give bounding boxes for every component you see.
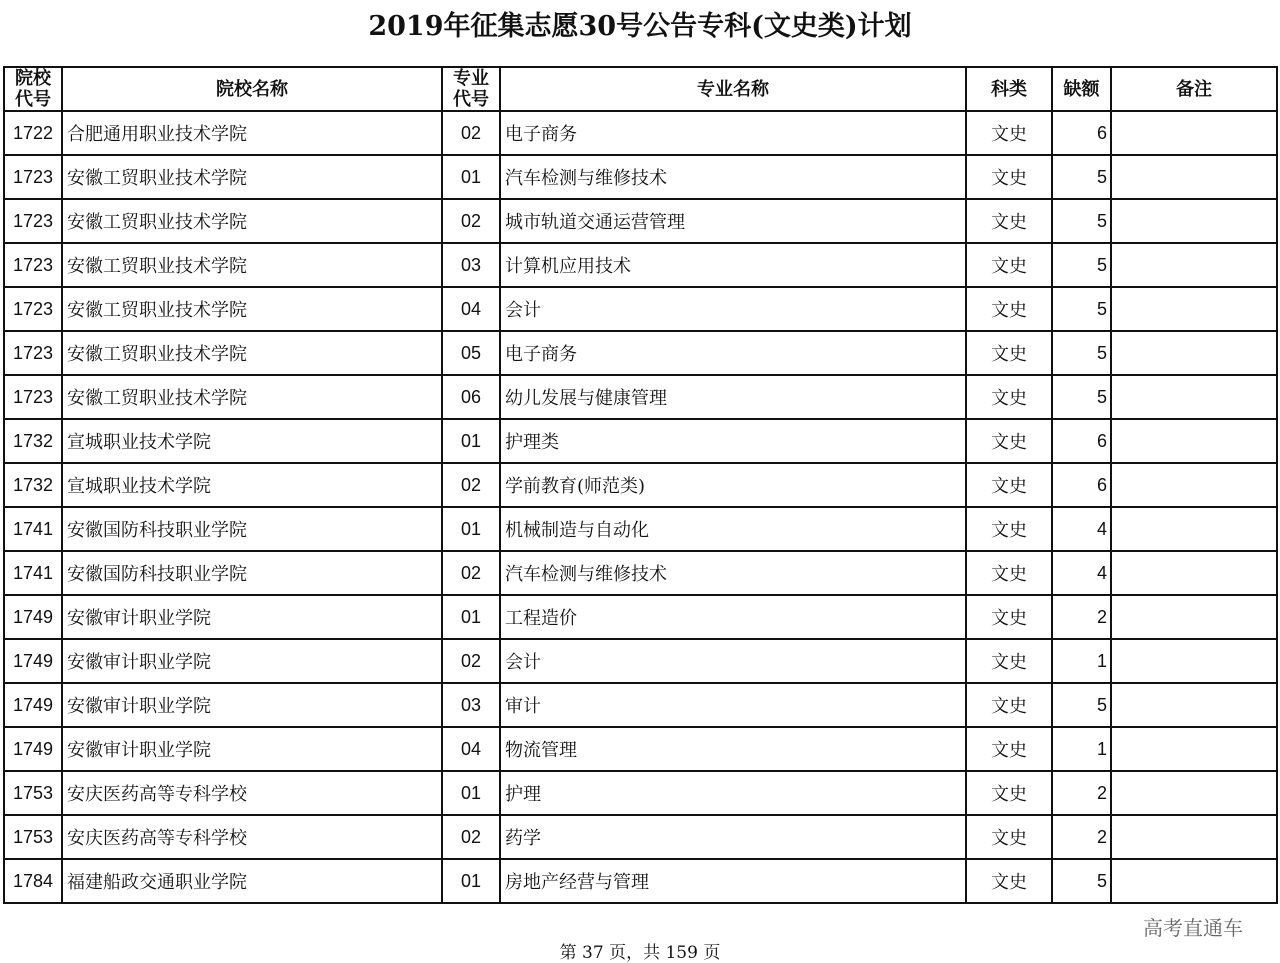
cell-school-code: 1749 [4, 595, 62, 639]
cell-major-name: 工程造价 [500, 595, 966, 639]
cell-school-code: 1749 [4, 639, 62, 683]
cell-category: 文史 [966, 859, 1052, 903]
table-row [4, 639, 1277, 683]
enrollment-plan-table [3, 66, 1278, 904]
cell-vacancies: 6 [1052, 419, 1111, 463]
cell-major-code: 05 [442, 331, 500, 375]
cell-category: 文史 [966, 155, 1052, 199]
cell-school-code: 1723 [4, 331, 62, 375]
cell-school-name: 福建船政交通职业学院 [62, 859, 442, 903]
cell-vacancies: 5 [1052, 287, 1111, 331]
header-major-code-line2: 代号 [453, 89, 489, 110]
cell-remarks [1111, 287, 1277, 331]
header-school-name: 院校名称 [62, 67, 442, 111]
cell-major-code: 02 [442, 551, 500, 595]
cell-category: 文史 [966, 243, 1052, 287]
table-row [4, 507, 1277, 551]
cell-vacancies: 2 [1052, 815, 1111, 859]
cell-vacancies: 1 [1052, 727, 1111, 771]
cell-major-code: 01 [442, 419, 500, 463]
cell-vacancies: 4 [1052, 551, 1111, 595]
cell-category: 文史 [966, 199, 1052, 243]
cell-vacancies: 5 [1052, 375, 1111, 419]
cell-major-code: 01 [442, 155, 500, 199]
cell-major-name: 审计 [500, 683, 966, 727]
cell-remarks [1111, 595, 1277, 639]
cell-major-code: 03 [442, 683, 500, 727]
table-row [4, 199, 1277, 243]
table-row [4, 595, 1277, 639]
cell-school-name: 安徽审计职业学院 [62, 595, 442, 639]
cell-remarks [1111, 463, 1277, 507]
cell-category: 文史 [966, 419, 1052, 463]
cell-major-code: 01 [442, 507, 500, 551]
table-header-row [4, 67, 1277, 111]
cell-school-name: 安徽工贸职业技术学院 [62, 243, 442, 287]
cell-major-name: 计算机应用技术 [500, 243, 966, 287]
cell-school-name: 安徽审计职业学院 [62, 683, 442, 727]
table-body [4, 111, 1277, 903]
header-major-code-line1: 专业 [453, 68, 489, 89]
cell-major-code: 02 [442, 815, 500, 859]
header-category: 科类 [966, 67, 1052, 111]
cell-major-name: 电子商务 [500, 331, 966, 375]
cell-major-code: 06 [442, 375, 500, 419]
cell-category: 文史 [966, 111, 1052, 155]
cell-school-name: 安徽工贸职业技术学院 [62, 199, 442, 243]
cell-school-code: 1753 [4, 815, 62, 859]
cell-school-name: 宣城职业技术学院 [62, 419, 442, 463]
cell-major-name: 电子商务 [500, 111, 966, 155]
cell-vacancies: 5 [1052, 243, 1111, 287]
cell-remarks [1111, 199, 1277, 243]
cell-vacancies: 5 [1052, 859, 1111, 903]
cell-category: 文史 [966, 507, 1052, 551]
cell-major-code: 01 [442, 595, 500, 639]
cell-category: 文史 [966, 771, 1052, 815]
cell-category: 文史 [966, 815, 1052, 859]
cell-remarks [1111, 331, 1277, 375]
cell-category: 文史 [966, 595, 1052, 639]
cell-school-name: 合肥通用职业技术学院 [62, 111, 442, 155]
watermark-text: 高考直通车 [1143, 916, 1243, 940]
cell-school-code: 1723 [4, 199, 62, 243]
cell-vacancies: 4 [1052, 507, 1111, 551]
cell-remarks [1111, 771, 1277, 815]
cell-major-code: 02 [442, 199, 500, 243]
cell-remarks [1111, 155, 1277, 199]
cell-vacancies: 5 [1052, 683, 1111, 727]
cell-remarks [1111, 551, 1277, 595]
cell-vacancies: 2 [1052, 595, 1111, 639]
cell-remarks [1111, 859, 1277, 903]
cell-school-name: 安徽审计职业学院 [62, 639, 442, 683]
cell-category: 文史 [966, 639, 1052, 683]
cell-vacancies: 5 [1052, 155, 1111, 199]
cell-vacancies: 1 [1052, 639, 1111, 683]
table-row [4, 551, 1277, 595]
cell-remarks [1111, 727, 1277, 771]
cell-major-name: 幼儿发展与健康管理 [500, 375, 966, 419]
table-row [4, 815, 1277, 859]
header-remarks: 备注 [1111, 67, 1277, 111]
cell-school-code: 1722 [4, 111, 62, 155]
table-row [4, 859, 1277, 903]
cell-school-name: 安庆医药高等专科学校 [62, 815, 442, 859]
cell-school-name: 安徽审计职业学院 [62, 727, 442, 771]
table-row [4, 243, 1277, 287]
cell-school-code: 1753 [4, 771, 62, 815]
cell-school-name: 安徽国防科技职业学院 [62, 551, 442, 595]
cell-major-name: 汽车检测与维修技术 [500, 551, 966, 595]
header-major-code [442, 67, 500, 111]
cell-category: 文史 [966, 331, 1052, 375]
cell-school-name: 安徽工贸职业技术学院 [62, 155, 442, 199]
cell-remarks [1111, 683, 1277, 727]
cell-major-name: 汽车检测与维修技术 [500, 155, 966, 199]
cell-school-name: 安庆医药高等专科学校 [62, 771, 442, 815]
cell-major-name: 机械制造与自动化 [500, 507, 966, 551]
header-school-code-line2: 代号 [15, 89, 51, 110]
cell-major-name: 物流管理 [500, 727, 966, 771]
cell-remarks [1111, 419, 1277, 463]
cell-major-name: 护理 [500, 771, 966, 815]
cell-school-code: 1723 [4, 287, 62, 331]
cell-school-code: 1749 [4, 683, 62, 727]
page-footer: 第 37 页，共 159 页 [559, 943, 721, 963]
cell-school-code: 1723 [4, 243, 62, 287]
header-school-code-line1: 院校 [15, 68, 51, 89]
cell-school-name: 安徽工贸职业技术学院 [62, 287, 442, 331]
cell-remarks [1111, 375, 1277, 419]
table-row [4, 155, 1277, 199]
cell-vacancies: 5 [1052, 199, 1111, 243]
cell-major-code: 02 [442, 639, 500, 683]
cell-major-name: 房地产经营与管理 [500, 859, 966, 903]
cell-school-code: 1784 [4, 859, 62, 903]
cell-school-name: 安徽国防科技职业学院 [62, 507, 442, 551]
header-school-code [4, 67, 62, 111]
cell-school-name: 安徽工贸职业技术学院 [62, 331, 442, 375]
table-row [4, 727, 1277, 771]
table-row [4, 463, 1277, 507]
cell-remarks [1111, 639, 1277, 683]
table-row [4, 683, 1277, 727]
cell-vacancies: 6 [1052, 111, 1111, 155]
cell-school-code: 1749 [4, 727, 62, 771]
cell-remarks [1111, 507, 1277, 551]
cell-major-name: 药学 [500, 815, 966, 859]
cell-remarks [1111, 243, 1277, 287]
cell-school-code: 1723 [4, 375, 62, 419]
cell-major-name: 会计 [500, 287, 966, 331]
cell-vacancies: 6 [1052, 463, 1111, 507]
cell-school-code: 1732 [4, 419, 62, 463]
header-vacancies: 缺额 [1052, 67, 1111, 111]
cell-category: 文史 [966, 683, 1052, 727]
cell-school-code: 1741 [4, 551, 62, 595]
cell-major-code: 01 [442, 859, 500, 903]
cell-category: 文史 [966, 551, 1052, 595]
cell-major-code: 01 [442, 771, 500, 815]
table-row [4, 419, 1277, 463]
table-row [4, 375, 1277, 419]
cell-school-code: 1741 [4, 507, 62, 551]
cell-major-name: 会计 [500, 639, 966, 683]
cell-school-name: 安徽工贸职业技术学院 [62, 375, 442, 419]
cell-major-code: 04 [442, 727, 500, 771]
cell-category: 文史 [966, 727, 1052, 771]
cell-category: 文史 [966, 375, 1052, 419]
table-row [4, 331, 1277, 375]
cell-major-name: 学前教育(师范类) [500, 463, 966, 507]
document-title: 2019年征集志愿30号公告专科(文史类)计划 [368, 11, 912, 42]
cell-vacancies: 2 [1052, 771, 1111, 815]
cell-school-code: 1732 [4, 463, 62, 507]
cell-school-name: 宣城职业技术学院 [62, 463, 442, 507]
table-row [4, 771, 1277, 815]
header-major-name: 专业名称 [500, 67, 966, 111]
cell-major-code: 02 [442, 111, 500, 155]
cell-vacancies: 5 [1052, 331, 1111, 375]
cell-major-name: 护理类 [500, 419, 966, 463]
cell-major-code: 02 [442, 463, 500, 507]
table-row [4, 287, 1277, 331]
cell-category: 文史 [966, 287, 1052, 331]
table-row [4, 111, 1277, 155]
cell-category: 文史 [966, 463, 1052, 507]
cell-major-code: 04 [442, 287, 500, 331]
cell-school-code: 1723 [4, 155, 62, 199]
cell-major-name: 城市轨道交通运营管理 [500, 199, 966, 243]
cell-major-code: 03 [442, 243, 500, 287]
cell-remarks [1111, 111, 1277, 155]
cell-remarks [1111, 815, 1277, 859]
